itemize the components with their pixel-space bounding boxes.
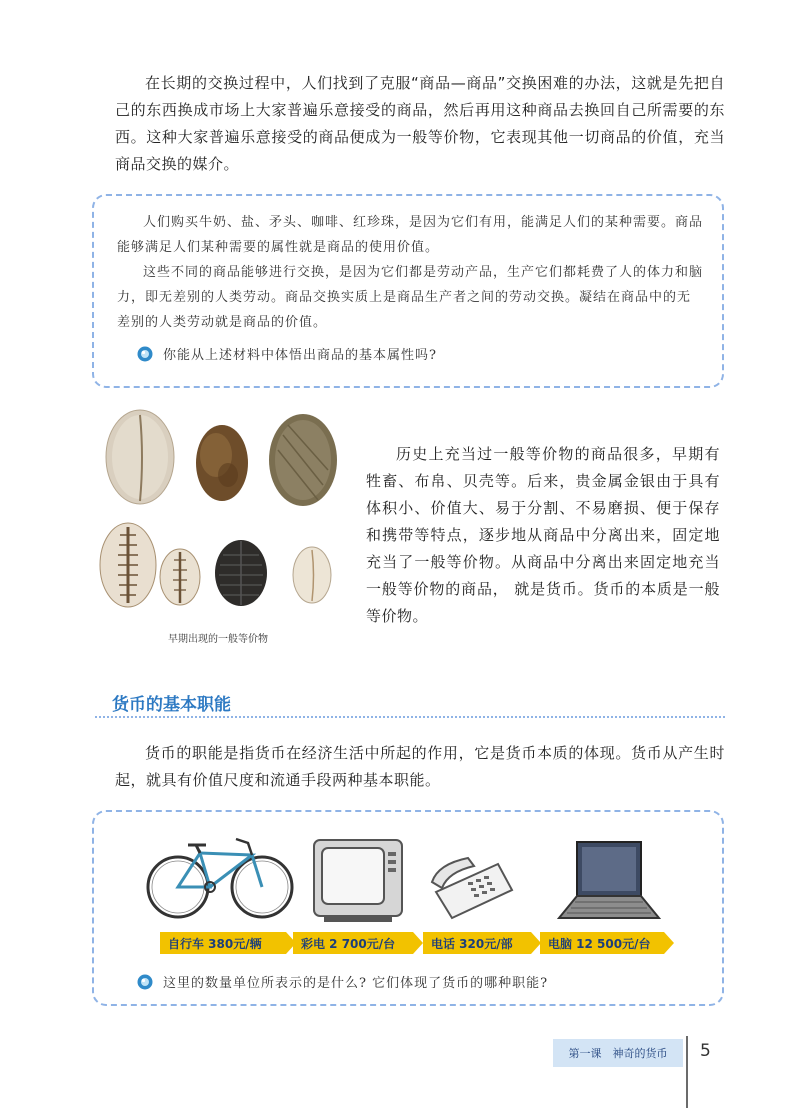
- section-divider: [95, 716, 725, 718]
- intro-text: 在长期的交换过程中，人们找到了克服“商品—商品”交换困难的办法，这就是先把自己的东西换成市场上大家普遍乐意接受的商品，然后再用这种商品去换回自己所需要的东西。这种大家普遍乐意接受的商品便成为一般等价物，它表现其他一切商品的价值，充当商品交换的媒介。: [115, 74, 725, 173]
- cowrie-shell-2: [100, 523, 156, 607]
- stone-equivalent-1: [196, 425, 248, 501]
- question-bullet-icon: [137, 346, 153, 362]
- cowrie-shell-1: [106, 410, 174, 504]
- material-question-text: 你能从上述材料中体悟出商品的基本属性吗?: [163, 348, 437, 363]
- function-paragraph: [115, 740, 725, 794]
- intro-paragraph: [115, 70, 725, 178]
- stone-equivalent-2: [269, 414, 337, 506]
- telephone-image: [428, 852, 518, 924]
- price-tag-bicycle: 自行车 380元/辆: [160, 932, 286, 954]
- price-tag-laptop: 电脑 12 500元/台: [540, 932, 664, 954]
- function-text: 货币的职能是指货币在经济生活中所起的作用，它是货币本质的体现。货币从产生时起，就具有价值尺度和流通手段两种基本职能。: [115, 744, 725, 789]
- question-bullet-icon: [137, 974, 153, 990]
- page-number: 5: [700, 1041, 711, 1061]
- shells-caption: 早期出现的一般等价物: [168, 634, 268, 645]
- price-question-text: 这里的数量单位所表示的是什么? 它们体现了货币的哪种职能?: [163, 976, 549, 991]
- price-question: [137, 972, 548, 991]
- tv-image: [308, 832, 408, 924]
- laptop-image: [555, 838, 665, 924]
- material-paragraph-1: 人们购买牛奶、盐、矛头、咖啡、红珍珠，是因为它们有用，能满足人们的某种需要。商品能够满足人们某种需要的属性就是商品的使用价值。: [117, 215, 704, 255]
- history-text: 历史上充当过一般等价物的商品很多，早期有牲畜、布帛、贝壳等。后来，贵金属金银由于具有体积小、价值大、易于分割、不易磨损、便于保存和携带等特点，逐步地从商品中分离出来，固定地充当了一般等价物。从商品中分离出来固定地充当一般等价物的商品， 就是货币。货币的本质是一般等价物。: [366, 445, 720, 625]
- cowrie-shell-4: [293, 547, 331, 603]
- price-tag-tv: 彩电 2 700元/台: [293, 932, 413, 954]
- history-paragraph: [366, 441, 720, 630]
- early-equivalents-image: [98, 405, 346, 620]
- material-paragraph-2: 这些不同的商品能够进行交换，是因为它们都是劳动产品，生产它们都耗费了人的体力和脑力，即无差别的人类劳动。商品交换实质上是商品生产者之间的劳动交换。凝结在商品中的无差别的人类劳动就是商品的价值。: [117, 265, 704, 330]
- bronze-shell: [215, 540, 267, 606]
- bicycle-image: [140, 825, 300, 925]
- lesson-label: 第一课 神奇的货币: [553, 1039, 683, 1067]
- cowrie-shell-3: [160, 549, 200, 605]
- material-question: [137, 344, 437, 363]
- price-tag-phone: 电话 320元/部: [423, 932, 531, 954]
- material-text: [117, 210, 703, 335]
- footer-divider: [686, 1036, 688, 1108]
- section-title: 货币的基本职能: [112, 695, 231, 715]
